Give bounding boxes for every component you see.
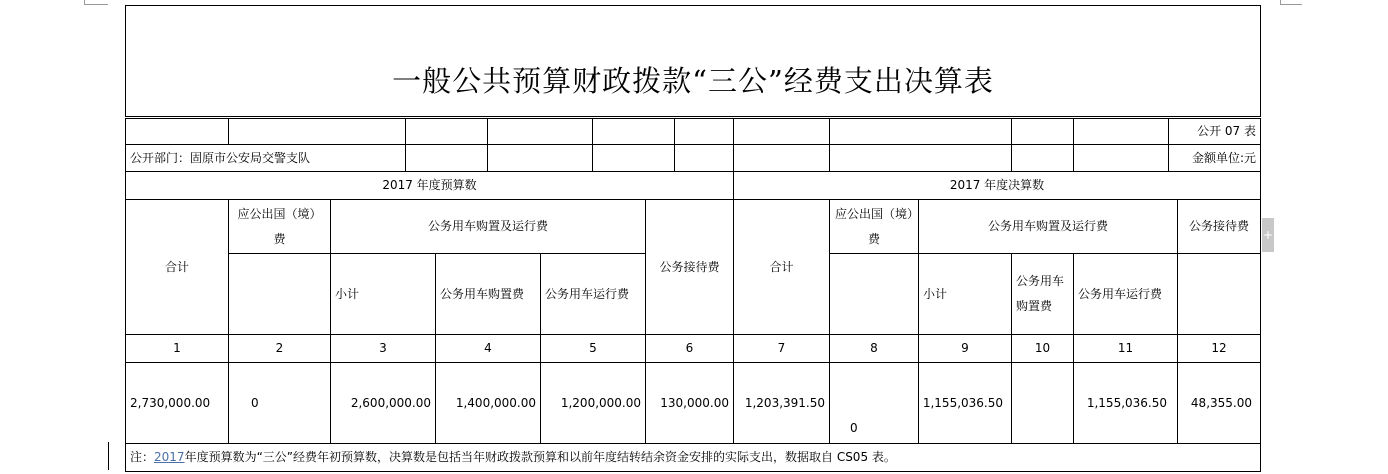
footnote — [125, 443, 1261, 472]
empty-cell — [228, 118, 406, 145]
header-budget-abroad-sub — [228, 253, 331, 335]
empty-cell — [733, 118, 830, 145]
text-cursor — [108, 442, 109, 470]
empty-cell — [1073, 118, 1169, 145]
empty-cell — [1011, 118, 1074, 145]
value-budget-car-run: 1,200,000.00 — [540, 362, 646, 444]
table-title: 一般公共预算财政拨款“三公”经费支出决算表 — [125, 5, 1261, 117]
empty-cell — [592, 144, 675, 172]
header-final-car-purchase: 公务用车购置费 — [1011, 253, 1074, 335]
value-final-total: 1,203,391.50 — [733, 362, 830, 444]
column-number: 3 — [330, 334, 436, 363]
value-budget-abroad: 0 — [228, 362, 331, 444]
header-final-total: 合计 — [733, 199, 830, 335]
footnote-year-link[interactable]: 2017 — [154, 450, 185, 464]
column-number: 1 — [125, 334, 229, 363]
empty-cell — [487, 144, 593, 172]
value-budget-car-purchase: 1,400,000.00 — [435, 362, 541, 444]
empty-cell — [674, 144, 734, 172]
value-final-reception: 48,355.00 — [1177, 362, 1261, 444]
page-corner-mark — [84, 4, 108, 5]
budget-group-header: 2017 年度预算数 — [125, 171, 734, 200]
header-budget-car-run: 公务用车运行费 — [540, 253, 646, 335]
value-budget-subtotal: 2,600,000.00 — [330, 362, 436, 444]
header-final-reception: 公务接待费 — [1177, 199, 1261, 254]
empty-cell — [487, 118, 593, 145]
plus-icon: + — [1262, 228, 1274, 242]
empty-cell — [592, 118, 675, 145]
header-budget-car: 公务用车购置及运行费 — [330, 199, 646, 254]
value-final-subtotal: 1,155,036.50 — [918, 362, 1012, 444]
page-corner-mark — [1280, 4, 1302, 5]
form-number: 公开 07 表 — [1168, 118, 1261, 145]
column-number: 10 — [1011, 334, 1074, 363]
column-number: 6 — [645, 334, 734, 363]
column-number: 12 — [1177, 334, 1261, 363]
value-budget-reception: 130,000.00 — [645, 362, 734, 444]
column-number: 7 — [733, 334, 830, 363]
header-final-car-run: 公务用车运行费 — [1073, 253, 1178, 335]
column-number: 8 — [829, 334, 919, 363]
column-number: 5 — [540, 334, 646, 363]
table-resize-handle[interactable] — [1262, 218, 1274, 252]
header-final-subtotal: 小计 — [918, 253, 1012, 335]
empty-cell — [1011, 144, 1074, 172]
value-budget-total: 2,730,000.00 — [125, 362, 229, 444]
unit-label: 金额单位:元 — [1168, 144, 1261, 172]
column-number: 2 — [228, 334, 331, 363]
empty-cell — [1073, 144, 1169, 172]
final-group-header: 2017 年度决算数 — [733, 171, 1261, 200]
department-label: 公开部门：固原市公安局交警支队 — [125, 144, 406, 172]
footnote-prefix: 注： — [130, 450, 155, 464]
value-final-car-purchase — [1011, 362, 1074, 444]
footnote-text: 年度预算数为“三公”经费年初预算数，决算数是包括当年财政拨款预算和以前年度结转结余资金安排的实际支出，数据取自 CS05 表。 — [184, 450, 896, 464]
header-budget-car-purchase: 公务用车购置费 — [435, 253, 541, 335]
column-number: 4 — [435, 334, 541, 363]
value-final-car-run: 1,155,036.50 — [1073, 362, 1178, 444]
header-final-reception-sub — [1177, 253, 1261, 335]
column-number: 11 — [1073, 334, 1178, 363]
empty-cell — [829, 144, 1012, 172]
empty-cell — [405, 118, 488, 145]
empty-cell — [733, 144, 830, 172]
empty-cell — [674, 118, 734, 145]
value-final-abroad: 0 — [829, 362, 919, 444]
header-budget-subtotal: 小计 — [330, 253, 436, 335]
column-number: 9 — [918, 334, 1012, 363]
header-final-car: 公务用车购置及运行费 — [918, 199, 1178, 254]
empty-cell — [125, 118, 229, 145]
empty-cell — [405, 144, 488, 172]
header-budget-total: 合计 — [125, 199, 229, 335]
empty-cell — [829, 118, 1012, 145]
header-final-abroad: 应公出国（境）费 — [829, 199, 919, 254]
header-budget-abroad: 应公出国（境）费 — [228, 199, 331, 254]
header-final-abroad-sub — [829, 253, 919, 335]
header-budget-reception: 公务接待费 — [645, 199, 734, 335]
